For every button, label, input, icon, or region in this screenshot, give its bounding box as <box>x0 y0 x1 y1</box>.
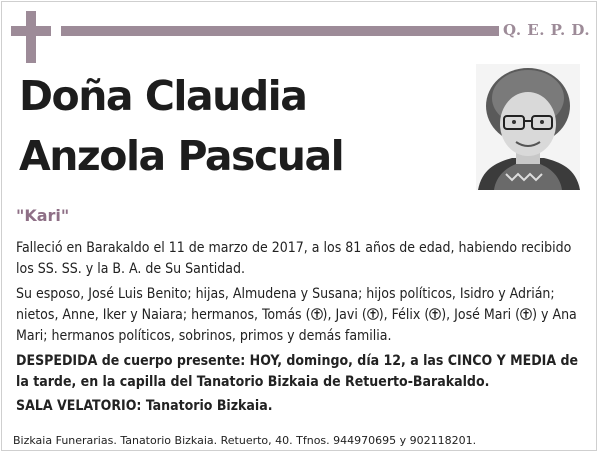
portrait-photo <box>476 64 580 190</box>
nickname: "Kari" <box>16 206 70 225</box>
family-text: Su esposo, José Luis Benito; hijas, Almudena y Susana; hijos políticos, Isidro y Adrián; nietos, Anne, Iker y Naiara; hermanos, Tomás ( <box>16 286 555 323</box>
deceased-name-line1: Doña Claudia <box>19 72 307 120</box>
family-text: ) y Ana Mari; hermanos políticos, sobrinos, primos y demás familia. <box>16 307 577 344</box>
wake-room: SALA VELATORIO: Tanatorio Bizkaia. <box>16 398 273 414</box>
deceased-name-line2: Anzola Pascual <box>19 132 344 180</box>
circled-cross-icon <box>367 305 379 326</box>
death-announcement: Falleció en Barakaldo el 11 de marzo de 2017, a los 81 años de edad, habiendo recibido los SS. SS. y la B. A. de Su Santidad. <box>16 240 572 277</box>
family-text: ), Javi ( <box>322 307 367 323</box>
obituary-notice <box>1 1 597 451</box>
family-text: ), José Mari ( <box>441 307 521 323</box>
circled-cross-icon <box>311 305 323 326</box>
funeral-home-footer: Bizkaia Funerarias. Tanatorio Bizkaia. Retuerto, 40. Tfnos. 944970695 y 902118201. <box>13 434 477 447</box>
family-list <box>16 284 588 347</box>
header-rule <box>61 26 499 36</box>
family-text: ), Félix ( <box>378 307 430 323</box>
farewell-details: DESPEDIDA de cuerpo presente: HOY, domingo, día 12, a las CINCO Y MEDIA de la tarde, en la capilla del Tanatorio Bizkaia de Retuerto-Barakaldo. <box>16 353 579 390</box>
circled-cross-icon <box>429 305 441 326</box>
circled-cross-icon <box>520 305 532 326</box>
cross-icon <box>11 11 51 63</box>
qepd-label: Q. E. P. D. <box>503 21 591 39</box>
